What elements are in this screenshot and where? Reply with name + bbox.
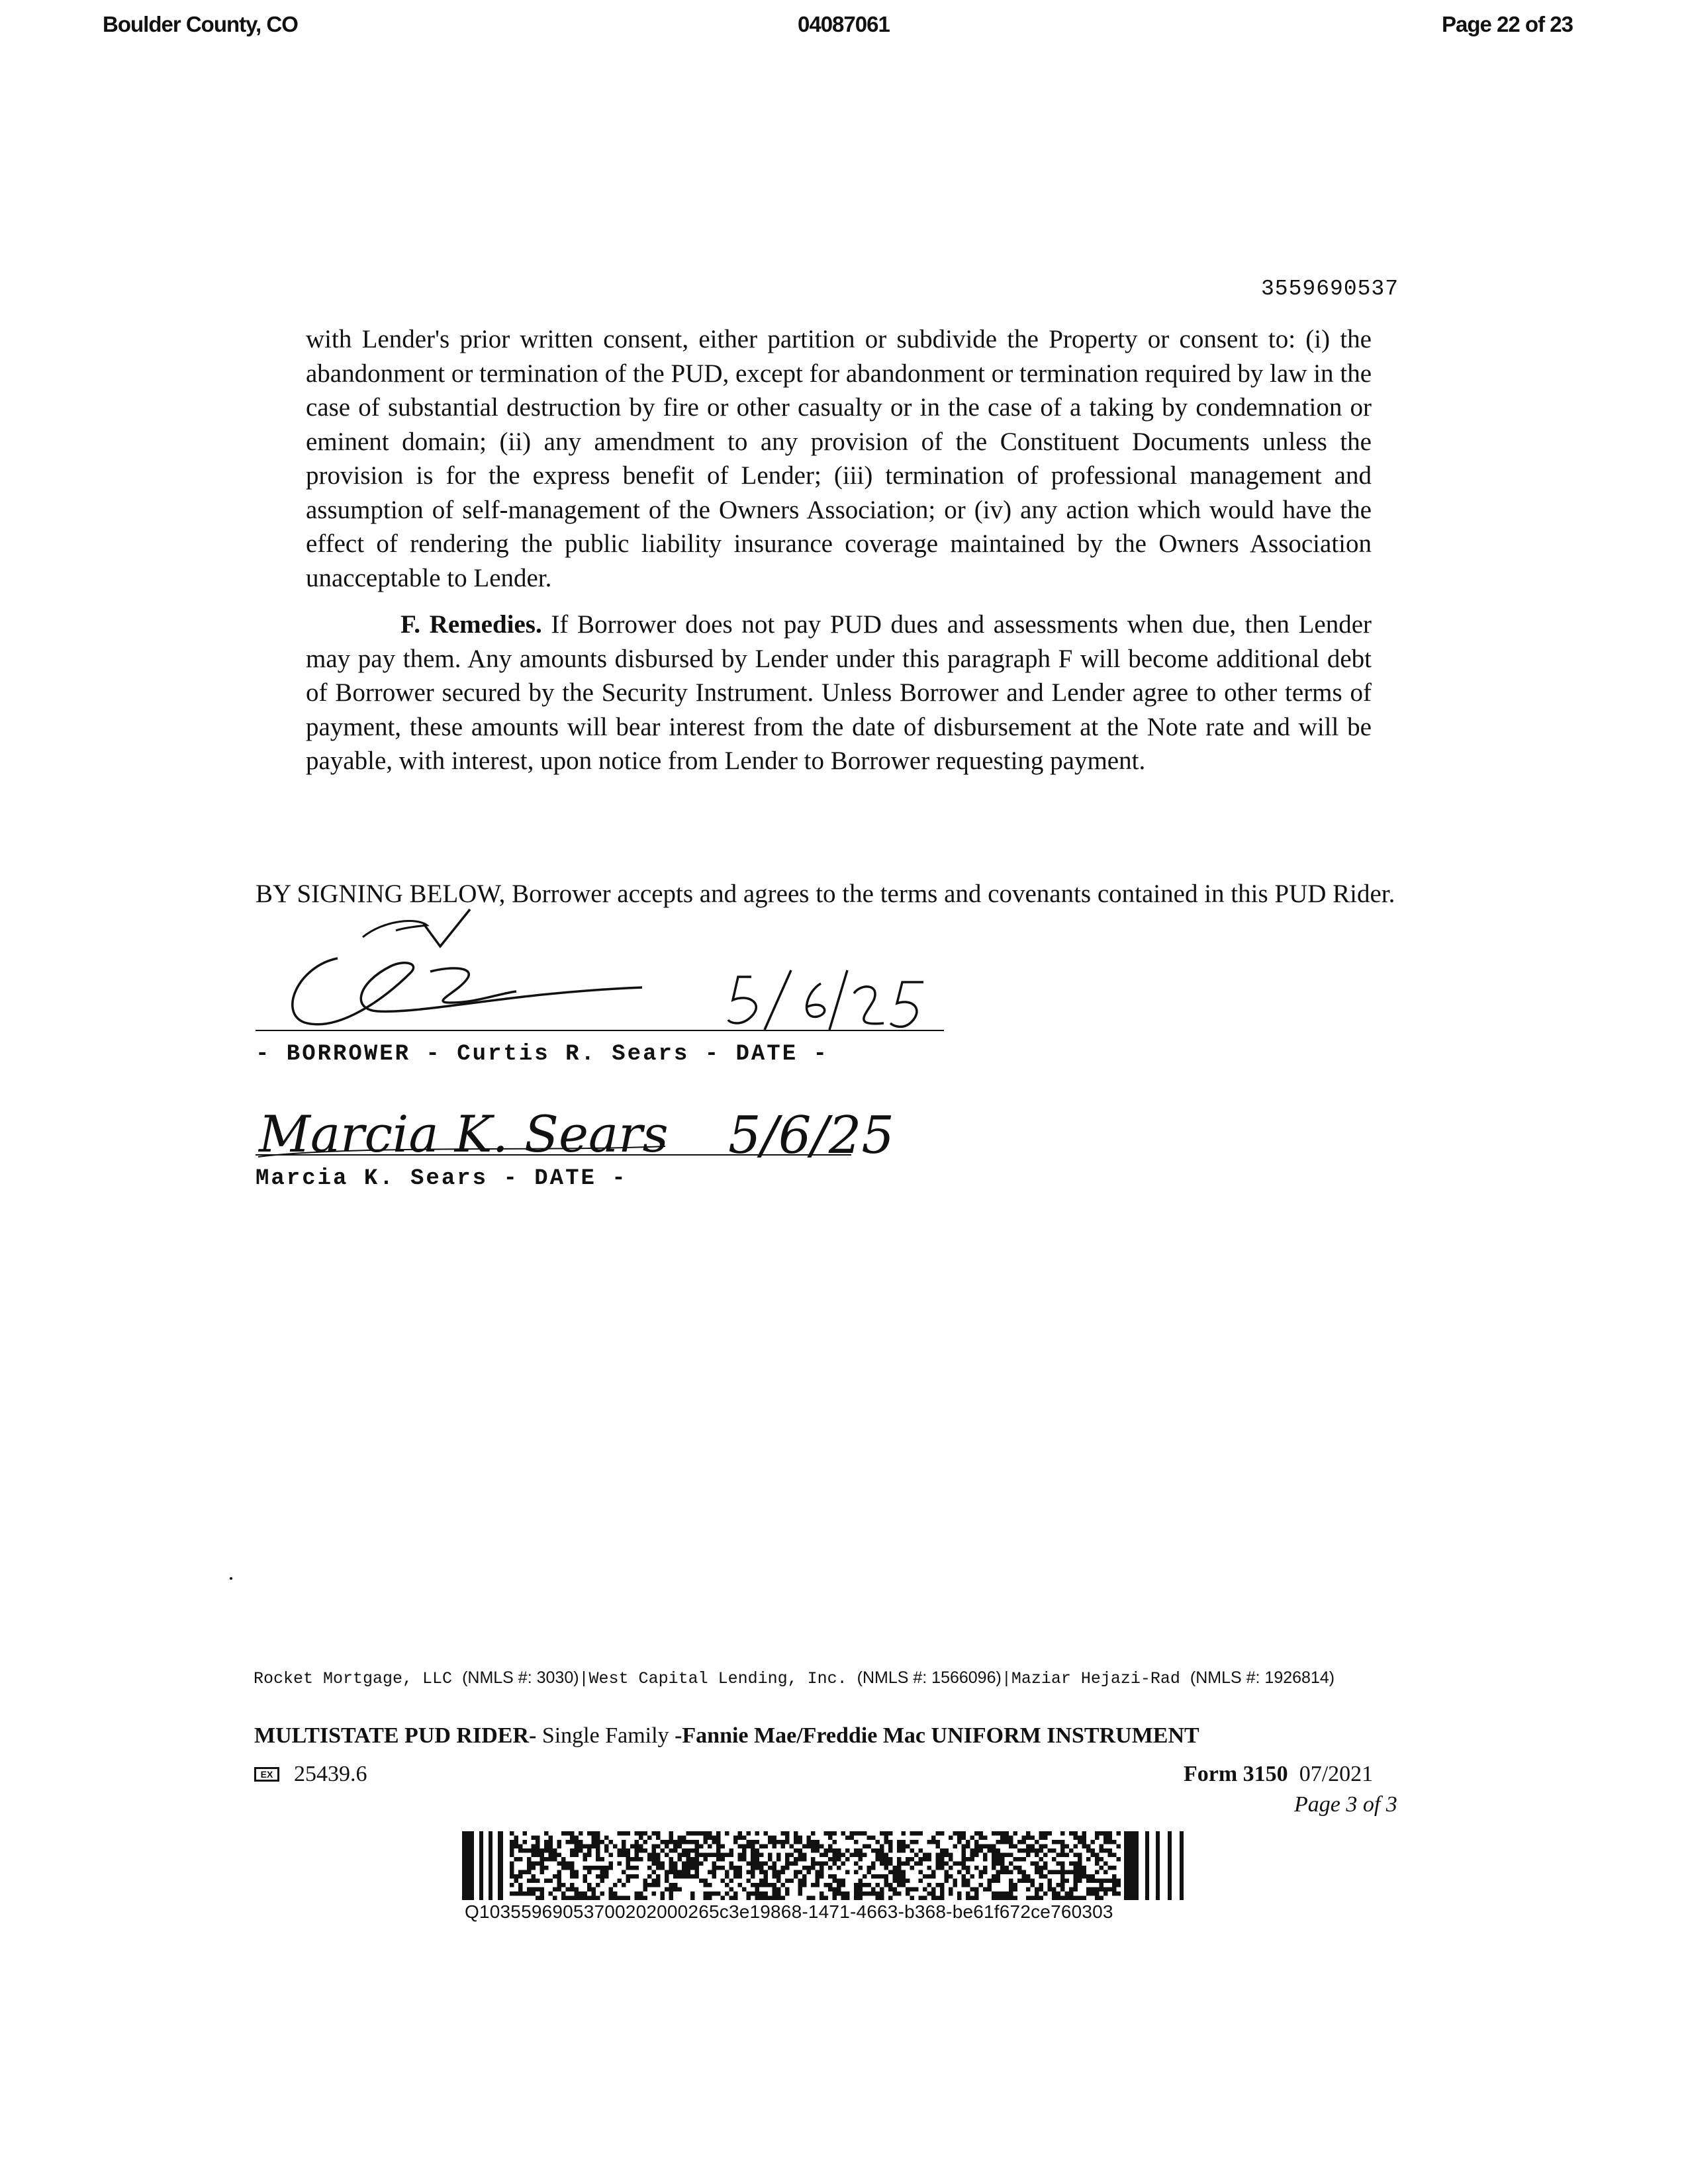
- form-title-sub: Single Family: [536, 1723, 675, 1748]
- borrower-1-signature-line: [256, 1030, 944, 1031]
- form-title-uniform: -Fannie Mae/Freddie Mac UNIFORM INSTRUMENT: [675, 1723, 1199, 1748]
- form-title: [254, 1723, 1199, 1749]
- form-code-number: 25439.6: [294, 1762, 367, 1786]
- county-header: Boulder County, CO: [103, 12, 298, 36]
- borrower-2-label: Marcia K. Sears - DATE -: [256, 1166, 628, 1191]
- loan-number: 3559690537: [1261, 277, 1399, 301]
- borrower-2-handwritten-date: [728, 1101, 914, 1174]
- lender-name-1: Rocket Mortgage, LLC: [254, 1669, 453, 1688]
- stray-mark: [230, 1577, 232, 1580]
- page-info: Page 22 of 23: [1442, 12, 1573, 36]
- borrower-1-signature: [278, 946, 675, 1039]
- page-of: Page 3 of 3: [1294, 1792, 1397, 1817]
- form-code: [254, 1762, 367, 1787]
- borrower-2-date-text: 5/6/25: [728, 1106, 895, 1165]
- lender-nmls-1: (NMLS #: 3030): [462, 1668, 579, 1687]
- barcode-image: [462, 1831, 1198, 1900]
- lender-nmls-3: (NMLS #: 1926814): [1190, 1668, 1335, 1687]
- ex-logo-icon: EX: [254, 1767, 279, 1782]
- paragraph-continuation: with Lender's prior written consent, either partition or subdivide the Property or consent to: (i) the abandonment or termination of the PUD, except for abandonment or termination required by law in the case of substantial destruction by fire or other casualty or in the case of a taking by condemnation or eminent domain; (ii) any amendment to any provision of the Constituent Documents unless the provision is for the express benefit of Lender; (iii) termination of professional management and assumption of self-management of the Owners Association; or (iv) any action which would have the effect of rendering the public liability insurance coverage maintained by the Owners Association unacceptable to Lender.: [306, 325, 1372, 592]
- borrower-2-signature: [255, 1099, 679, 1171]
- reception-number: 04087061: [798, 12, 890, 36]
- signing-statement: BY SIGNING BELOW, Borrower accepts and agrees to the terms and covenants contained in this PUD Rider.: [256, 880, 1395, 908]
- form-date: 07/2021: [1299, 1762, 1374, 1786]
- form-label: Form 3150: [1184, 1762, 1288, 1786]
- borrower-2-signature-text: Marcia K. Sears: [259, 1105, 669, 1163]
- lender-name-2: |West Capital Lending, Inc.: [579, 1669, 847, 1688]
- barcode-text: Q10355969053700202000265c3e19868-1471-4663-b368-be61f672ce760303: [465, 1901, 1113, 1922]
- lender-name-3: |Maziar Hejazi-Rad: [1001, 1669, 1180, 1688]
- remedies-paragraph: [306, 608, 1372, 778]
- lender-info: [254, 1667, 1392, 1690]
- remedies-heading: F. Remedies.: [400, 610, 542, 639]
- form-title-main: MULTISTATE PUD RIDER-: [254, 1723, 537, 1748]
- form-number: [1184, 1762, 1373, 1787]
- borrower-1-handwritten-date: [725, 964, 950, 1036]
- remedies-text: If Borrower does not pay PUD dues and assessments when due, then Lender may pay them. Any amounts disbursed by Lender under this paragraph F will become additional debt of Borrower secured by the Security Instrument. Unless Borrower and Lender agree to other terms of payment, these amounts will bear interest from the date of disbursement at the Note rate and will be payable, with interest, upon notice from Lender to Borrower requesting payment.: [306, 610, 1372, 775]
- borrower-2-signature-line: [256, 1154, 851, 1156]
- borrower-1-label: - BORROWER - Curtis R. Sears - DATE -: [256, 1042, 829, 1067]
- lender-nmls-2: (NMLS #: 1566096): [857, 1668, 1002, 1687]
